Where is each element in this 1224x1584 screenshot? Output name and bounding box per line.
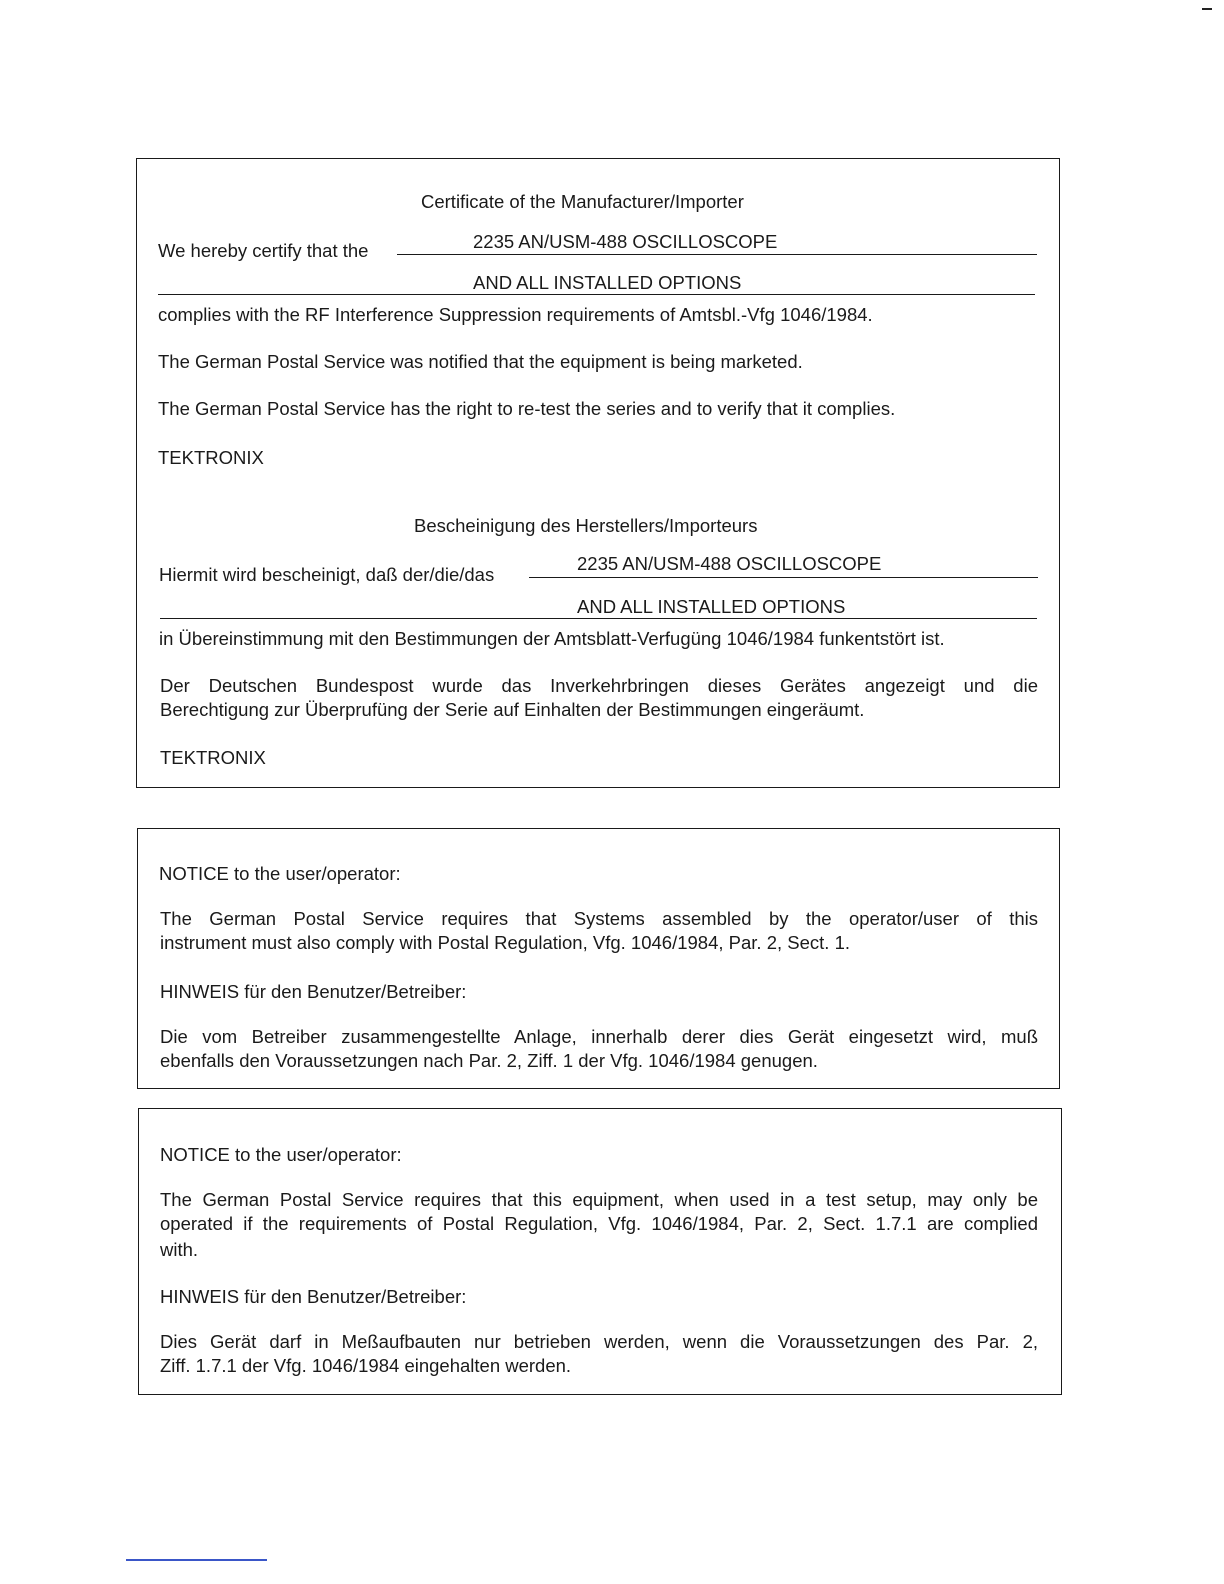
notice-systems-heading-de: HINWEIS für den Benutzer/Betreiber: [160,981,467,1002]
certify-prefix-de: Hiermit wird bescheinigt, daß der/die/das [159,564,495,585]
equipment-options-en: AND ALL INSTALLED OPTIONS [473,272,742,293]
certificate-title-en: Certificate of the Manufacturer/Importer [421,191,744,212]
notice-systems-heading-en: NOTICE to the user/operator: [159,863,401,884]
page-edge-line [126,1559,267,1561]
equipment-name-de: 2235 AN/USM-488 OSCILLOSCOPE [577,553,882,574]
notice-test-body-en-line2: operated if the requirements of Postal Regulation, Vfg. 1046/1984, Par. 2, Sect. 1.7.1 are complied [160,1213,1038,1234]
retest-statement-en: The German Postal Service has the right to re-test the series and to verify that it complies. [158,398,896,419]
scan-mark [1202,8,1212,10]
notice-test-body-de-line2: Ziff. 1.7.1 der Vfg. 1046/1984 eingehalten werden. [160,1355,572,1376]
certificate-title-de: Bescheinigung des Herstellers/Importeurs [414,515,758,536]
notified-statement-de-line2: Berechtigung zur Überprufüng der Serie auf Einhalten der Bestimmungen eingeräumt. [160,699,865,720]
notice-test-heading-de: HINWEIS für den Benutzer/Betreiber: [160,1286,467,1307]
company-name-en: TEKTRONIX [158,447,264,468]
fill-line-de-1 [529,577,1038,578]
compliance-statement-en: complies with the RF Interference Suppression requirements of Amtsbl.-Vfg 1046/1984. [158,304,873,325]
notice-systems-body-en-line2: instrument must also comply with Postal Regulation, Vfg. 1046/1984, Par. 2, Sect. 1. [160,932,851,953]
notice-test-body-en-line1: The German Postal Service requires that this equipment, when used in a test setup, may only be [160,1189,1038,1210]
company-name-de: TEKTRONIX [160,747,266,768]
notified-statement-de-line1: Der Deutschen Bundespost wurde das Inverkehrbringen dieses Gerätes angezeigt und die [160,675,1038,696]
equipment-options-de: AND ALL INSTALLED OPTIONS [577,596,846,617]
notice-test-heading-en: NOTICE to the user/operator: [160,1144,402,1165]
notice-systems-body-de-line2: ebenfalls den Voraussetzungen nach Par. 2, Ziff. 1 der Vfg. 1046/1984 genugen. [160,1050,818,1071]
notice-test-body-de-line1: Dies Gerät darf in Meßaufbauten nur betrieben werden, wenn die Voraussetzungen des Par. 2, [160,1331,1038,1352]
equipment-name-en: 2235 AN/USM-488 OSCILLOSCOPE [473,231,778,252]
certify-prefix-en: We hereby certify that the [158,240,369,261]
notice-systems-body-en-line1: The German Postal Service requires that Systems assembled by the operator/user of this [160,908,1038,929]
notified-statement-en: The German Postal Service was notified that the equipment is being marketed. [158,351,803,372]
compliance-statement-de: in Übereinstimmung mit den Bestimmungen der Amtsblatt-Verfugüng 1046/1984 funkentstört ist. [159,628,945,649]
notice-test-body-en-line3: with. [160,1239,199,1260]
fill-line-en-1 [397,254,1037,255]
notice-systems-body-de-line1: Die vom Betreiber zusammengestellte Anlage, innerhalb derer dies Gerät eingesetzt wird, muß [160,1026,1038,1047]
